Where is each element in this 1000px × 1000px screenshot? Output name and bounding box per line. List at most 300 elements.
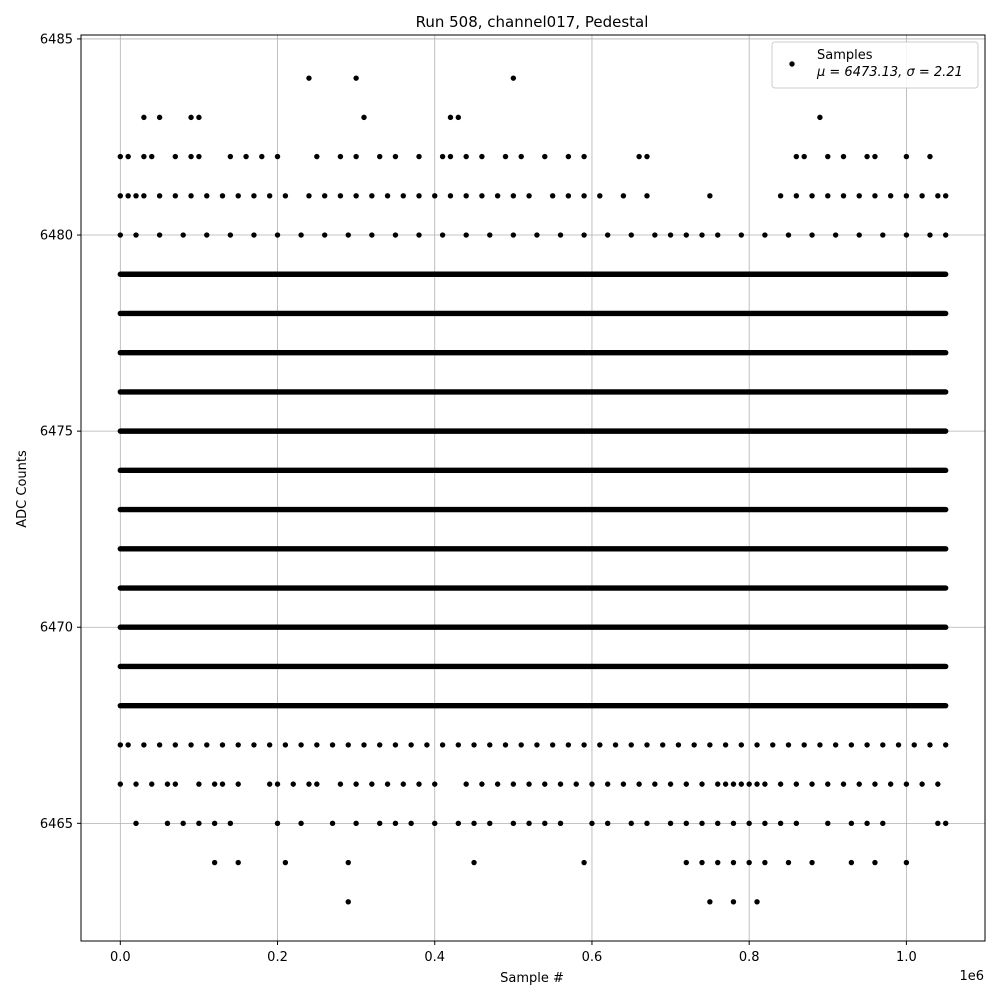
data-point	[298, 821, 303, 826]
data-point	[157, 232, 162, 237]
data-point	[872, 154, 877, 159]
data-point	[888, 781, 893, 786]
data-point	[652, 781, 657, 786]
data-point	[125, 193, 130, 198]
data-point	[519, 154, 524, 159]
data-point	[927, 154, 932, 159]
y-tick-label: 6475	[39, 424, 73, 440]
data-point	[275, 154, 280, 159]
data-point	[794, 193, 799, 198]
data-point	[479, 154, 484, 159]
data-point	[723, 742, 728, 747]
data-point	[511, 781, 516, 786]
data-point	[794, 781, 799, 786]
data-point	[574, 781, 579, 786]
data-point	[251, 232, 256, 237]
data-point	[676, 742, 681, 747]
data-point	[212, 860, 217, 865]
data-point	[715, 821, 720, 826]
data-point	[188, 115, 193, 120]
data-point	[440, 154, 445, 159]
data-point	[802, 154, 807, 159]
data-point	[479, 781, 484, 786]
data-point	[448, 154, 453, 159]
data-point	[825, 154, 830, 159]
data-point	[943, 821, 948, 826]
data-point	[212, 781, 217, 786]
data-point	[385, 781, 390, 786]
data-point	[322, 232, 327, 237]
data-point	[707, 899, 712, 904]
data-point	[141, 742, 146, 747]
data-point	[377, 821, 382, 826]
data-point	[581, 232, 586, 237]
data-point	[471, 821, 476, 826]
data-point	[377, 154, 382, 159]
data-point	[904, 781, 909, 786]
data-point	[825, 781, 830, 786]
data-point	[912, 742, 917, 747]
data-point	[644, 193, 649, 198]
data-point	[133, 781, 138, 786]
data-point	[715, 232, 720, 237]
y-tick-label: 6465	[39, 816, 73, 832]
data-point	[684, 232, 689, 237]
data-point	[330, 821, 335, 826]
data-point	[495, 781, 500, 786]
data-point	[204, 232, 209, 237]
data-point	[550, 193, 555, 198]
data-point	[495, 193, 500, 198]
data-point	[346, 899, 351, 904]
data-point	[864, 742, 869, 747]
data-point	[283, 193, 288, 198]
data-point	[236, 781, 241, 786]
data-point	[943, 232, 948, 237]
data-point	[369, 232, 374, 237]
data-point	[220, 193, 225, 198]
data-point	[369, 193, 374, 198]
data-point	[699, 821, 704, 826]
data-point	[275, 821, 280, 826]
data-point	[684, 821, 689, 826]
data-point	[833, 742, 838, 747]
data-point	[456, 821, 461, 826]
data-point	[629, 821, 634, 826]
data-point	[125, 742, 130, 747]
data-point	[275, 781, 280, 786]
data-point	[935, 821, 940, 826]
data-point	[739, 742, 744, 747]
data-point	[904, 154, 909, 159]
data-point	[149, 781, 154, 786]
legend	[772, 42, 978, 88]
data-point	[487, 821, 492, 826]
y-tick-label: 6485	[39, 32, 73, 48]
data-point	[298, 232, 303, 237]
data-point	[346, 232, 351, 237]
data-point	[236, 193, 241, 198]
data-point	[118, 781, 123, 786]
data-point	[621, 781, 626, 786]
chart-title: Run 508, channel017, Pedestal	[415, 13, 649, 31]
data-point	[432, 781, 437, 786]
data-point	[361, 115, 366, 120]
data-point	[542, 154, 547, 159]
data-point	[566, 193, 571, 198]
data-point	[196, 781, 201, 786]
data-point	[448, 193, 453, 198]
data-point	[715, 860, 720, 865]
data-point	[463, 232, 468, 237]
data-point	[440, 232, 445, 237]
data-point	[558, 781, 563, 786]
data-point	[503, 742, 508, 747]
data-point	[118, 232, 123, 237]
data-point	[275, 232, 280, 237]
data-point	[283, 742, 288, 747]
data-point	[330, 742, 335, 747]
data-point	[809, 860, 814, 865]
data-point	[338, 781, 343, 786]
data-point	[629, 232, 634, 237]
data-point	[243, 154, 248, 159]
data-point	[377, 742, 382, 747]
data-point	[817, 115, 822, 120]
data-point	[731, 899, 736, 904]
data-point	[251, 193, 256, 198]
data-point	[731, 821, 736, 826]
data-point	[511, 232, 516, 237]
data-point	[778, 821, 783, 826]
data-point	[526, 781, 531, 786]
data-point	[644, 821, 649, 826]
x-axis-offset-label: 1e6	[959, 969, 984, 984]
data-point	[857, 781, 862, 786]
x-tick-label: 0.2	[267, 950, 288, 965]
data-point	[149, 154, 154, 159]
data-point	[534, 742, 539, 747]
data-point	[723, 781, 728, 786]
data-point	[118, 193, 123, 198]
data-point	[173, 154, 178, 159]
data-point	[589, 781, 594, 786]
data-point	[526, 193, 531, 198]
data-point	[196, 115, 201, 120]
data-point	[408, 821, 413, 826]
data-point	[401, 781, 406, 786]
data-point	[511, 821, 516, 826]
data-point	[762, 821, 767, 826]
data-point	[188, 193, 193, 198]
data-point	[825, 821, 830, 826]
data-point	[668, 232, 673, 237]
data-point	[346, 742, 351, 747]
data-point	[581, 860, 586, 865]
data-point	[306, 75, 311, 80]
data-point	[314, 154, 319, 159]
data-point	[621, 193, 626, 198]
data-point	[141, 193, 146, 198]
data-point	[581, 193, 586, 198]
data-point	[636, 154, 641, 159]
data-point	[715, 781, 720, 786]
data-point	[511, 193, 516, 198]
data-point	[267, 781, 272, 786]
data-point	[267, 193, 272, 198]
data-point	[786, 742, 791, 747]
data-point	[707, 193, 712, 198]
data-point	[298, 742, 303, 747]
data-point	[306, 781, 311, 786]
data-point	[550, 742, 555, 747]
data-point	[833, 232, 838, 237]
data-point	[291, 781, 296, 786]
data-point	[463, 193, 468, 198]
data-point	[605, 781, 610, 786]
data-point	[699, 232, 704, 237]
data-point	[479, 193, 484, 198]
data-point	[157, 193, 162, 198]
data-point	[794, 821, 799, 826]
data-point	[888, 193, 893, 198]
data-point	[228, 232, 233, 237]
data-point	[904, 232, 909, 237]
data-point	[739, 232, 744, 237]
data-point	[566, 742, 571, 747]
data-point	[408, 742, 413, 747]
data-point	[416, 154, 421, 159]
data-point	[393, 154, 398, 159]
data-point	[597, 193, 602, 198]
data-point	[817, 742, 822, 747]
data-point	[644, 154, 649, 159]
data-point	[542, 781, 547, 786]
data-point	[393, 232, 398, 237]
data-point	[629, 742, 634, 747]
data-point	[133, 821, 138, 826]
data-point	[141, 115, 146, 120]
data-point	[346, 860, 351, 865]
data-point	[864, 821, 869, 826]
x-tick-label: 1.0	[896, 950, 917, 965]
data-point	[864, 154, 869, 159]
data-point	[699, 781, 704, 786]
data-point	[204, 742, 209, 747]
data-point	[487, 232, 492, 237]
data-point	[440, 742, 445, 747]
data-point	[849, 821, 854, 826]
data-point	[809, 193, 814, 198]
data-point	[519, 742, 524, 747]
data-point	[463, 781, 468, 786]
data-point	[802, 742, 807, 747]
data-point	[762, 860, 767, 865]
data-point	[173, 781, 178, 786]
data-point	[353, 781, 358, 786]
data-point	[841, 193, 846, 198]
data-point	[416, 193, 421, 198]
data-point	[212, 821, 217, 826]
data-point	[880, 742, 885, 747]
data-point	[463, 154, 468, 159]
data-point	[825, 193, 830, 198]
data-point	[283, 860, 288, 865]
data-point	[542, 821, 547, 826]
data-point	[314, 742, 319, 747]
data-point	[165, 781, 170, 786]
data-point	[754, 899, 759, 904]
data-point	[196, 821, 201, 826]
data-point	[534, 232, 539, 237]
data-point	[809, 781, 814, 786]
data-point	[919, 193, 924, 198]
data-point	[786, 232, 791, 237]
x-tick-label: 0.8	[738, 950, 760, 965]
data-point	[173, 193, 178, 198]
data-point	[306, 193, 311, 198]
data-point	[794, 154, 799, 159]
x-tick-label: 0.0	[109, 950, 131, 965]
data-point	[322, 193, 327, 198]
legend-series-stats: μ = 6473.13, σ = 2.21	[817, 65, 963, 80]
data-point	[739, 781, 744, 786]
data-point	[746, 860, 751, 865]
data-point	[118, 742, 123, 747]
data-point	[133, 232, 138, 237]
data-point	[558, 232, 563, 237]
data-point	[668, 781, 673, 786]
data-point	[746, 781, 751, 786]
data-point	[935, 781, 940, 786]
data-point	[849, 860, 854, 865]
data-point	[880, 821, 885, 826]
data-point	[731, 781, 736, 786]
data-point	[369, 781, 374, 786]
data-point	[872, 781, 877, 786]
data-point	[581, 154, 586, 159]
data-point	[754, 781, 759, 786]
data-point	[904, 860, 909, 865]
data-point	[228, 154, 233, 159]
data-point	[338, 154, 343, 159]
data-point	[338, 193, 343, 198]
data-point	[841, 781, 846, 786]
data-point	[581, 742, 586, 747]
data-point	[125, 154, 130, 159]
data-point	[919, 781, 924, 786]
data-point	[471, 742, 476, 747]
data-point	[778, 781, 783, 786]
data-point	[841, 154, 846, 159]
data-point	[746, 821, 751, 826]
data-point	[353, 193, 358, 198]
data-point	[353, 75, 358, 80]
data-point	[652, 232, 657, 237]
y-tick-label: 6480	[39, 228, 73, 244]
data-point	[259, 154, 264, 159]
data-point	[857, 232, 862, 237]
data-point	[762, 781, 767, 786]
data-point	[605, 821, 610, 826]
legend-marker-icon	[789, 61, 794, 66]
data-point	[180, 821, 185, 826]
data-point	[503, 154, 508, 159]
data-point	[613, 742, 618, 747]
data-point	[731, 860, 736, 865]
data-point	[180, 232, 185, 237]
data-point	[196, 154, 201, 159]
data-point	[456, 742, 461, 747]
data-point	[880, 232, 885, 237]
data-point	[188, 154, 193, 159]
x-axis-label: Sample #	[500, 971, 564, 986]
data-point	[589, 821, 594, 826]
data-point	[424, 742, 429, 747]
data-point	[872, 193, 877, 198]
data-point	[526, 821, 531, 826]
legend-series-name: Samples	[817, 48, 873, 63]
data-point	[236, 860, 241, 865]
data-point	[188, 742, 193, 747]
data-point	[558, 821, 563, 826]
data-point	[849, 742, 854, 747]
data-point	[353, 821, 358, 826]
data-point	[660, 742, 665, 747]
data-point	[857, 193, 862, 198]
data-point	[353, 154, 358, 159]
data-point	[597, 742, 602, 747]
data-point	[228, 821, 233, 826]
data-point	[157, 115, 162, 120]
data-point	[314, 781, 319, 786]
data-point	[691, 742, 696, 747]
data-point	[770, 742, 775, 747]
data-point	[220, 742, 225, 747]
data-point	[684, 860, 689, 865]
data-point	[904, 193, 909, 198]
data-point	[778, 193, 783, 198]
data-point	[133, 193, 138, 198]
data-point	[173, 742, 178, 747]
data-point	[566, 154, 571, 159]
data-point	[699, 860, 704, 865]
data-point	[636, 781, 641, 786]
data-point	[385, 193, 390, 198]
data-point	[896, 742, 901, 747]
data-point	[605, 232, 610, 237]
data-point	[943, 742, 948, 747]
data-point	[809, 232, 814, 237]
data-point	[456, 115, 461, 120]
data-point	[141, 154, 146, 159]
data-point	[684, 781, 689, 786]
data-point	[416, 781, 421, 786]
data-point	[416, 232, 421, 237]
data-point	[511, 75, 516, 80]
data-point	[118, 154, 123, 159]
data-point	[943, 193, 948, 198]
data-point	[251, 742, 256, 747]
y-axis-label: ADC Counts	[15, 450, 30, 528]
data-point	[935, 193, 940, 198]
data-point	[762, 232, 767, 237]
data-point	[872, 860, 877, 865]
data-point	[204, 193, 209, 198]
data-point	[361, 742, 366, 747]
data-point	[220, 781, 225, 786]
x-tick-label: 0.6	[581, 950, 603, 965]
